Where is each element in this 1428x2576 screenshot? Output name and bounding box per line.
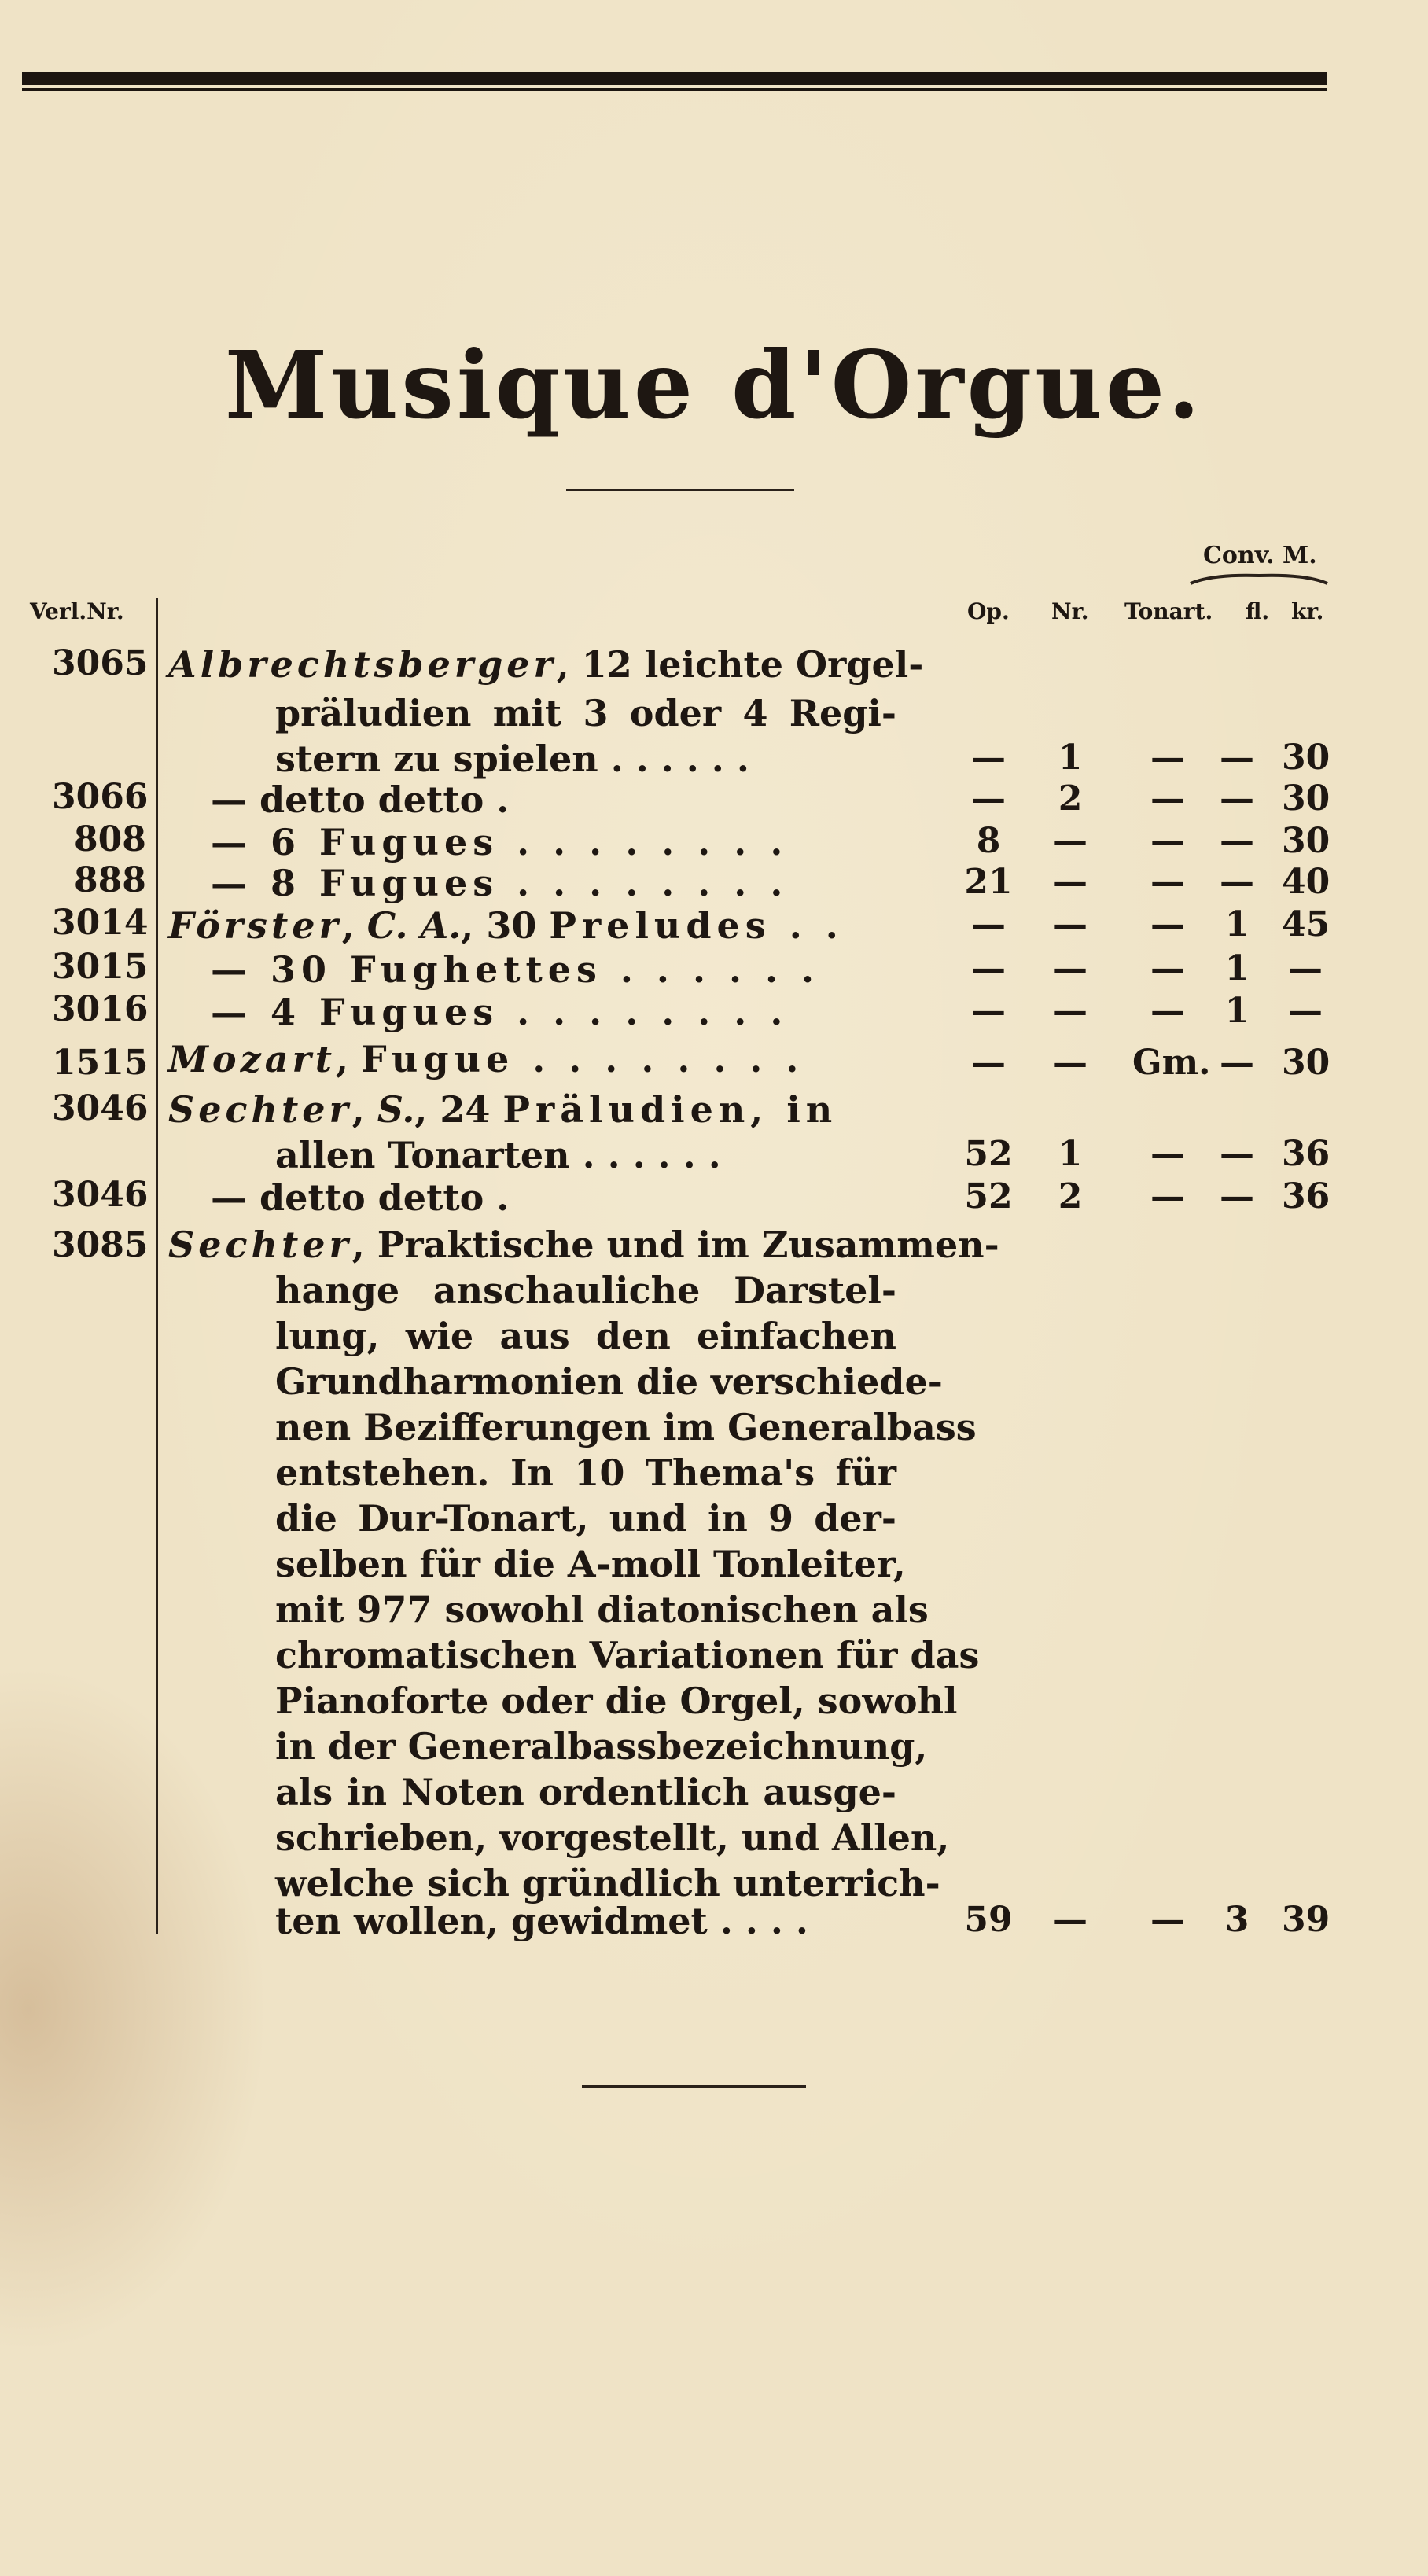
entry-line: allen Tonarten . . . . . . [275,1134,721,1176]
verl-nr: 808 [74,819,146,859]
verl-nr: 3046 [52,1175,149,1215]
cell-kr: 30 [1282,1043,1330,1083]
author-name: Sechter [168,1088,352,1131]
cell-op: 52 [964,1176,1013,1216]
work-title: Preludes . . [549,904,844,947]
cell-op: — [971,738,1006,778]
entry-line: hange anschauliche Darstel- [275,1269,896,1312]
entry-line: Grundharmonien die verschiede- [275,1360,943,1403]
verl-nr: 3014 [52,903,149,943]
verl-nr: 3015 [52,947,149,987]
cell-op: — [971,778,1006,819]
cell-kr: 40 [1282,862,1330,902]
cell-kr: 45 [1282,904,1330,944]
verl-nr: 3065 [52,643,149,683]
cell-fl: — [1220,1134,1254,1174]
cell-kr: — [1288,948,1323,988]
page-title: Musique d'Orgue. [224,330,1204,440]
entry-line: die Dur-Tonart, und in 9 der- [275,1497,896,1540]
author-name: Sechter [168,1224,352,1266]
top-border-rule [22,72,1327,85]
cell-kr: 36 [1282,1134,1330,1174]
cell-op: 59 [964,1900,1013,1940]
author-initials: C. A. [366,904,462,947]
currency-brace [1189,572,1329,585]
entry-line: präludien mit 3 oder 4 Regi- [275,692,896,734]
header-kr: kr. [1291,598,1324,624]
author-name: Albrechtsberger [168,643,557,686]
verl-nr: 3066 [52,777,149,817]
cell-tonart: — [1150,821,1185,861]
entry-line: — detto detto . [211,1176,510,1219]
cell-nr: 2 [1058,778,1083,819]
cell-nr: — [1053,1900,1088,1940]
entry-line: mit 977 sowohl diatonischen als [275,1588,929,1631]
cell-kr: 39 [1282,1900,1330,1940]
cell-tonart: — [1150,991,1185,1031]
title-rule [566,489,794,491]
column-divider [156,598,158,1934]
header-fl: fl. [1246,598,1270,624]
author-name: Förster [168,904,342,947]
cell-op: — [971,904,1006,944]
cell-tonart: — [1150,1176,1185,1216]
cell-nr: — [1053,991,1088,1031]
entry-line: welche sich gründlich unterrich- [275,1862,940,1904]
cell-tonart: — [1150,738,1185,778]
entry-line: nen Bezifferungen im Generalbass [275,1406,977,1448]
entry-line: in der Generalbassbezeichnung, [275,1725,928,1768]
cell-kr: 30 [1282,778,1330,819]
cell-fl: 3 [1224,1900,1250,1940]
cell-nr: 1 [1058,1134,1083,1174]
cell-nr: — [1053,862,1088,902]
entry-line: Sechter, Praktische und im Zusammen- [168,1224,999,1266]
cell-kr: 36 [1282,1176,1330,1216]
cell-kr: 30 [1282,738,1330,778]
entry-line: entstehen. In 10 Thema's für [275,1452,896,1494]
cell-op: 52 [964,1134,1013,1174]
verl-nr: 888 [74,860,146,900]
cell-fl: 1 [1224,991,1250,1031]
entry-line: stern zu spielen . . . . . . [275,738,749,780]
cell-nr: 1 [1058,738,1083,778]
header-tonart: Tonart. [1124,598,1213,624]
verl-nr: 3046 [52,1088,149,1128]
cell-tonart: — [1150,904,1185,944]
cell-nr: — [1053,1043,1088,1083]
entry-line: Förster, C. A., 30 Preludes . . [168,904,844,947]
entry-line: ten wollen, gewidmet . . . . [275,1900,808,1942]
work-title: Präludien, in [502,1088,838,1131]
header-nr: Nr. [1051,598,1089,624]
work-title: Fugue . . . . . . . . [361,1038,804,1080]
cell-nr: — [1053,904,1088,944]
cell-op: — [971,948,1006,988]
entry-line: Sechter, S., 24 Präludien, in [168,1088,838,1131]
entry-line: als in Noten ordentlich ausge- [275,1771,896,1813]
cell-op: 8 [976,821,1001,861]
entry-line: Mozart, Fugue . . . . . . . . [168,1038,804,1080]
cell-op: 21 [964,862,1013,902]
verl-nr: 3085 [52,1225,149,1265]
cell-tonart: — [1150,948,1185,988]
cell-tonart: — [1150,862,1185,902]
header-op: Op. [967,598,1010,624]
cell-tonart: — [1150,1900,1185,1940]
cell-nr: — [1053,821,1088,861]
cell-fl: 1 [1224,948,1250,988]
cell-fl: — [1220,738,1254,778]
entry-line: — detto detto . [211,778,510,821]
entry-line: schrieben, vorgestellt, und Allen, [275,1816,950,1859]
cell-fl: 1 [1224,904,1250,944]
header-verl-nr: Verl.Nr. [30,598,124,624]
cell-fl: — [1220,778,1254,819]
entry-line: — 6 Fugues . . . . . . . . [211,821,789,863]
cell-kr: 30 [1282,821,1330,861]
cell-op: — [971,1043,1006,1083]
cell-fl: — [1220,1043,1254,1083]
cell-op: — [971,991,1006,1031]
cell-tonart: — [1150,1134,1185,1174]
cell-fl: — [1220,821,1254,861]
currency-header: Conv. M. [1203,542,1317,569]
entry-line: — 30 Fughettes . . . . . . [211,948,820,991]
verl-nr: 1515 [52,1043,149,1083]
entry-line: — 4 Fugues . . . . . . . . [211,991,789,1033]
entry-line: chromatischen Variationen für das [275,1634,980,1676]
author-initials: S. [377,1088,415,1131]
entry-line: lung, wie aus den einfachen [275,1315,896,1357]
cell-nr: 2 [1058,1176,1083,1216]
cell-tonart: Gm. [1132,1043,1211,1083]
entry-line: — 8 Fugues . . . . . . . . [211,862,789,904]
entry-line: selben für die A-moll Tonleiter, [275,1543,906,1585]
bottom-rule [582,2085,806,2088]
cell-nr: — [1053,948,1088,988]
author-name: Mozart [168,1038,337,1080]
cell-kr: — [1288,991,1323,1031]
top-border-thin-rule [22,88,1327,91]
cell-fl: — [1220,1176,1254,1216]
entry-line: Albrechtsberger, 12 leichte Orgel- [168,643,924,686]
cell-tonart: — [1150,778,1185,819]
verl-nr: 3016 [52,989,149,1029]
entry-line: Pianoforte oder die Orgel, sowohl [275,1680,958,1722]
cell-fl: — [1220,862,1254,902]
